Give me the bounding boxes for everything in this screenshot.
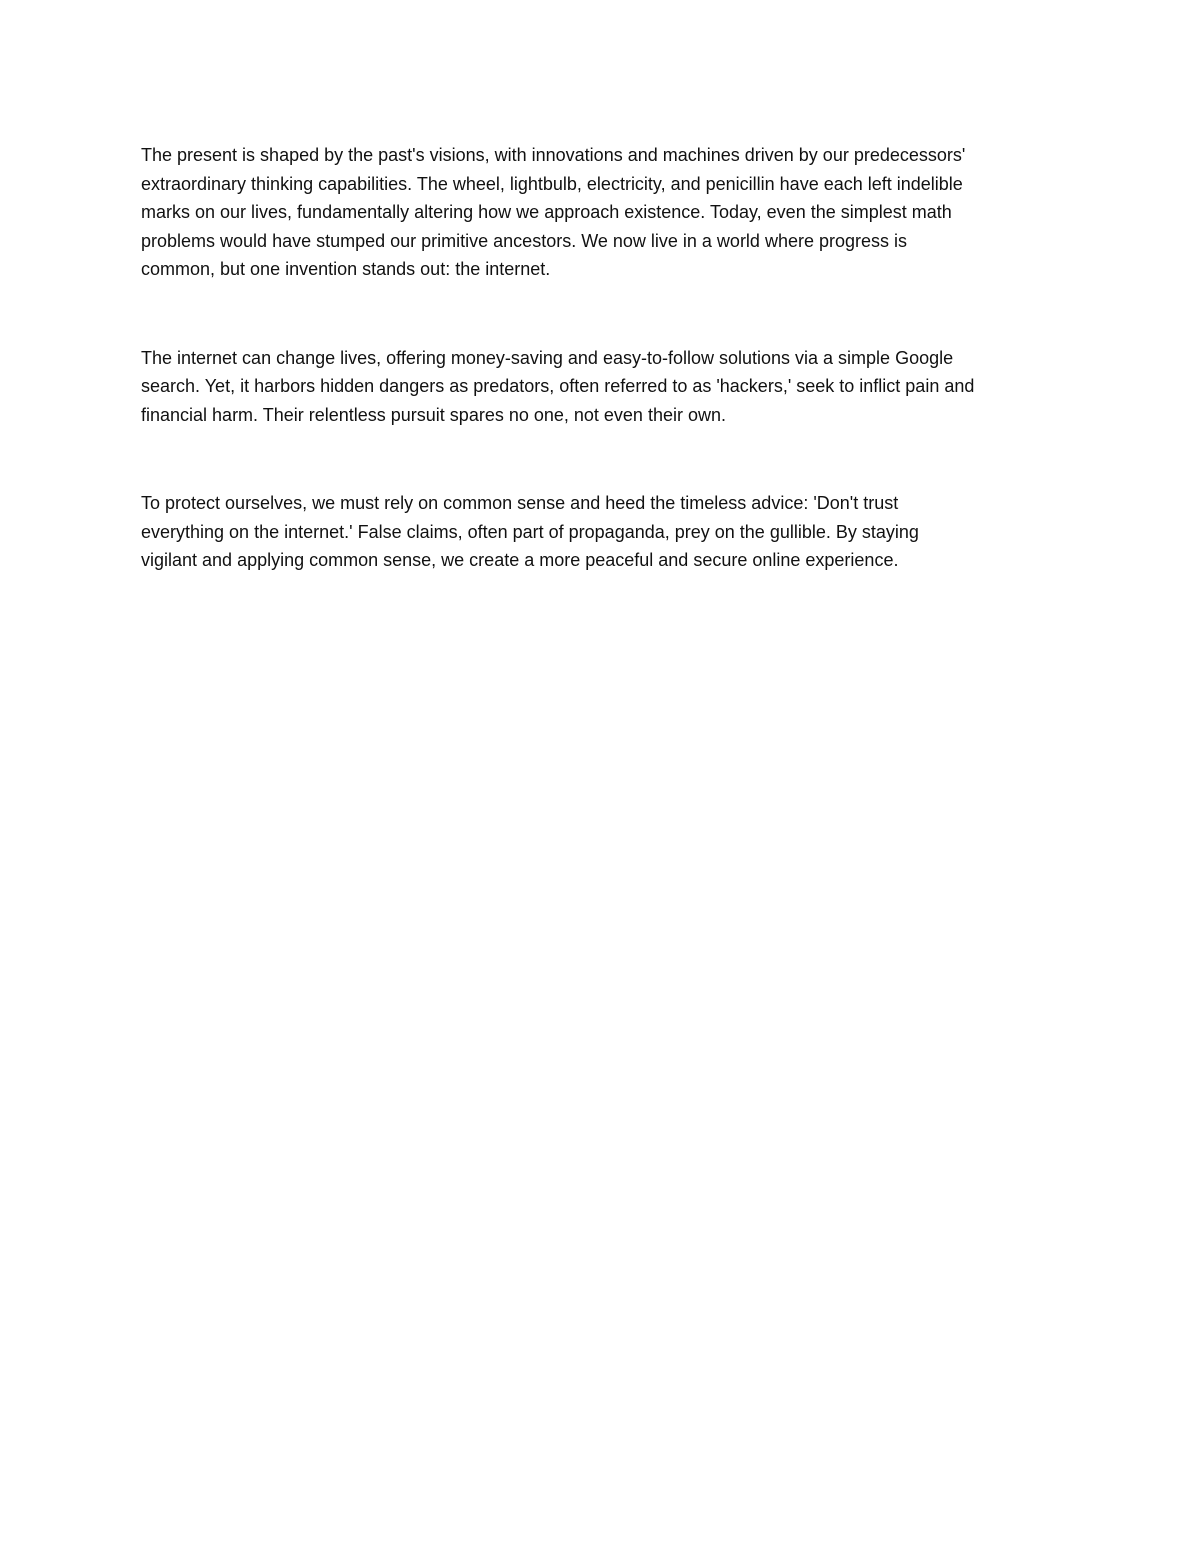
document-body (141, 141, 1061, 575)
paragraph-line: To protect ourselves, we must rely on common sense and heed the timeless advice: 'Don't trust (141, 493, 899, 513)
paragraph-line: The internet can change lives, offering money-saving and easy-to-follow solutions via a simple Google (141, 347, 954, 368)
paragraph-line: common, but one invention stands out: the internet. (141, 259, 551, 279)
paragraph-3 (141, 489, 1061, 575)
paragraph-line: financial harm. Their relentless pursuit spares no one, not even their own. (141, 404, 726, 425)
paragraph-line: problems would have stumped our primitive ancestors. We now live in a world where progress is (141, 230, 908, 251)
paragraph-1 (141, 141, 1061, 284)
paragraph-2 (141, 344, 1061, 430)
paragraph-line: vigilant and applying common sense, we create a more peaceful and secure online experience. (141, 550, 899, 570)
paragraph-line: search. Yet, it harbors hidden dangers as predators, often referred to as 'hackers,' seek to inflict pain and (141, 376, 975, 396)
paragraph-line: everything on the internet.' False claims, often part of propaganda, prey on the gullible. By staying (141, 521, 919, 542)
paragraph-line: extraordinary thinking capabilities. The wheel, lightbulb, electricity, and penicillin have each left indelible (141, 173, 963, 194)
paragraph-line: marks on our lives, fundamentally altering how we approach existence. Today, even the simplest math (141, 202, 952, 222)
paragraph-line: The present is shaped by the past's visions, with innovations and machines driven by our predecessors' (141, 145, 966, 165)
